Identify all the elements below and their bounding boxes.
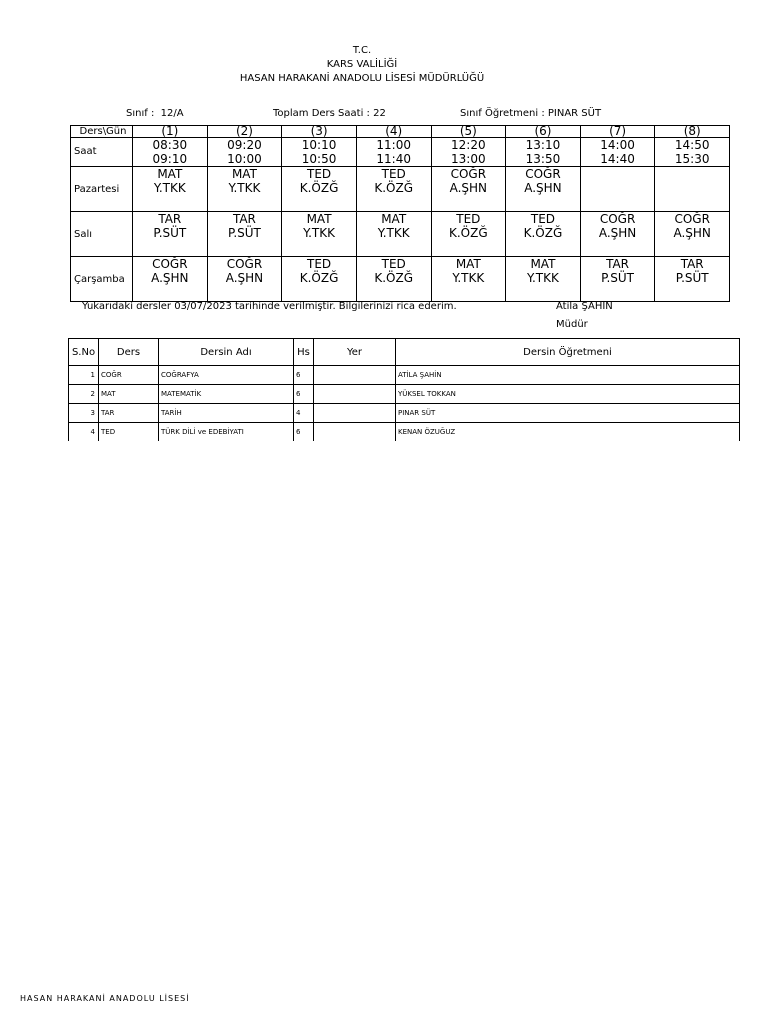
time-cell: [580, 138, 655, 167]
sinif-value: 12/A: [160, 108, 184, 119]
cell-hs: 6: [294, 366, 314, 385]
lesson-cell: [431, 167, 506, 212]
toplam-label: Toplam Ders Saati :: [273, 108, 370, 119]
col-hs: Hs: [294, 339, 314, 366]
bottom-school-name: HASAN HARAKANİ ANADOLU LİSESİ: [20, 994, 190, 1003]
lesson-code: MAT: [306, 212, 332, 226]
table-row: [69, 404, 740, 423]
day-label: Çarşamba: [71, 257, 133, 302]
lesson-teacher: Y.TKK: [153, 181, 186, 195]
cell-adi: MATEMATİK: [159, 385, 294, 404]
period-2: (2): [207, 126, 282, 138]
time-start: 11:00: [376, 138, 411, 152]
time-end: 15:30: [674, 152, 710, 166]
col-sno: S.No: [69, 339, 99, 366]
period-4: (4): [356, 126, 431, 138]
sinif-label: Sınıf :: [126, 108, 155, 119]
toplam-info: [273, 108, 386, 120]
lesson-teacher: A.ŞHN: [598, 226, 637, 240]
lesson-cell: [356, 212, 431, 257]
col-adi: Dersin Adı: [159, 339, 294, 366]
lesson-cell: [431, 212, 506, 257]
cell-adi: COĞRAFYA: [159, 366, 294, 385]
lesson-cell: [655, 257, 730, 302]
lesson-teacher: Y.TKK: [377, 226, 410, 240]
day-row-sali: [71, 212, 730, 257]
lesson-code: MAT: [381, 212, 407, 226]
lesson-cell: [580, 257, 655, 302]
cell-hs: 4: [294, 404, 314, 423]
time-end: 13:00: [451, 152, 486, 166]
time-start: 12:20: [451, 138, 486, 152]
lesson-cell: [580, 212, 655, 257]
day-label: Pazartesi: [71, 167, 133, 212]
cell-sno: 3: [69, 404, 99, 423]
lesson-cell: [133, 212, 208, 257]
lesson-code: TED: [530, 212, 556, 226]
period-1: (1): [133, 126, 208, 138]
time-start: 13:10: [525, 138, 561, 152]
time-cell: [282, 138, 357, 167]
toplam-value: 22: [373, 108, 386, 119]
lesson-teacher: K.ÖZĞ: [299, 271, 339, 285]
ogretmen-info: [460, 108, 601, 120]
lesson-code: TED: [306, 167, 332, 181]
cell-adi: TARİH: [159, 404, 294, 423]
time-cell: [431, 138, 506, 167]
time-cell: [207, 138, 282, 167]
lesson-teacher: P.SÜT: [227, 226, 261, 240]
lesson-cell: [133, 257, 208, 302]
lesson-code: TED: [381, 167, 406, 181]
cell-yer: [314, 366, 396, 385]
lesson-code: COĞR: [152, 257, 188, 271]
cell-ders: COĞR: [99, 366, 159, 385]
time-end: 09:10: [152, 152, 188, 166]
time-end: 11:40: [376, 152, 411, 166]
time-cell: [506, 138, 581, 167]
cell-sno: 1: [69, 366, 99, 385]
lesson-code: MAT: [530, 257, 556, 271]
lesson-teacher: Y.TKK: [303, 226, 335, 240]
lesson-cell: [207, 167, 282, 212]
day-label: Salı: [71, 212, 133, 257]
lesson-teacher: Y.TKK: [452, 271, 485, 285]
lesson-code: TAR: [158, 212, 182, 226]
lesson-teacher: K.ÖZĞ: [299, 181, 339, 195]
period-3: (3): [282, 126, 357, 138]
lesson-cell: [580, 167, 655, 212]
cell-ders: MAT: [99, 385, 159, 404]
lesson-code: COĞR: [226, 257, 263, 271]
lesson-cell: [207, 212, 282, 257]
cell-ogretmen: KENAN ÖZUĞUZ: [396, 423, 740, 442]
lesson-teacher: P.SÜT: [675, 271, 709, 285]
lesson-code: TAR: [680, 257, 704, 271]
saat-row: [71, 138, 730, 167]
lesson-cell: [356, 167, 431, 212]
lesson-cell: [506, 257, 581, 302]
lesson-teacher: K.ÖZĞ: [523, 226, 563, 240]
cell-sno: 4: [69, 423, 99, 442]
lesson-teacher: P.SÜT: [601, 271, 635, 285]
signer-title: Müdür: [556, 319, 588, 330]
saat-label: Saat: [71, 138, 133, 167]
cell-sno: 2: [69, 385, 99, 404]
lesson-cell: [282, 257, 357, 302]
sinif-info: [126, 108, 184, 120]
lesson-code: TAR: [606, 257, 630, 271]
lesson-code: TED: [381, 257, 406, 271]
period-8: (8): [655, 126, 730, 138]
footer-note: Yukarıdaki dersler 03/07/2023 tarihinde verilmiştir. Bilgilerinizi rica ederim.: [82, 301, 457, 312]
lesson-code: MAT: [231, 167, 257, 181]
header-tc: T.C.: [352, 45, 372, 56]
lesson-teacher: A.ŞHN: [225, 271, 264, 285]
lesson-teacher: A.ŞHN: [449, 181, 488, 195]
period-6: (6): [506, 126, 581, 138]
lesson-code: MAT: [157, 167, 183, 181]
timetable: [70, 125, 730, 302]
time-start: 14:00: [600, 138, 635, 152]
lesson-code: TAR: [232, 212, 256, 226]
time-end: 14:40: [600, 152, 635, 166]
cell-hs: 6: [294, 385, 314, 404]
time-start: 08:30: [152, 138, 188, 152]
signer-name: Atila ŞAHIN: [556, 301, 613, 312]
cell-ogretmen: PINAR SÜT: [396, 404, 740, 423]
time-start: 10:10: [301, 138, 337, 152]
time-cell: [133, 138, 208, 167]
cell-ogretmen: YÜKSEL TOKKAN: [396, 385, 740, 404]
lesson-teacher: P.SÜT: [153, 226, 187, 240]
lesson-code: COĞR: [674, 212, 710, 226]
time-cell: [356, 138, 431, 167]
time-cell: [655, 138, 730, 167]
period-5: (5): [431, 126, 506, 138]
lesson-code: COĞR: [525, 167, 561, 181]
cell-yer: [314, 423, 396, 442]
ogretmen-label: Sınıf Öğretmeni :: [460, 108, 545, 119]
lesson-teacher: Y.TKK: [228, 181, 261, 195]
lesson-teacher: K.ÖZĞ: [374, 271, 414, 285]
lesson-teacher: A.ŞHN: [151, 271, 189, 285]
lesson-code: COĞR: [599, 212, 636, 226]
lesson-code: COĞR: [450, 167, 487, 181]
time-end: 10:00: [227, 152, 262, 166]
lesson-teacher: K.ÖZĞ: [448, 226, 488, 240]
lesson-cell: [282, 167, 357, 212]
header-school: HASAN HARAKANİ ANADOLU LİSESİ MÜDÜRLÜĞÜ: [239, 73, 485, 84]
lesson-cell: [207, 257, 282, 302]
lesson-code: TED: [306, 257, 332, 271]
table-row: [69, 385, 740, 404]
period-7: (7): [580, 126, 655, 138]
lesson-cell: [506, 212, 581, 257]
lesson-teacher: A.ŞHN: [673, 226, 711, 240]
lesson-code: MAT: [455, 257, 481, 271]
header-valilik: KARS VALİLİĞİ: [326, 59, 398, 70]
cell-ogretmen: ATİLA ŞAHİN: [396, 366, 740, 385]
cell-yer: [314, 385, 396, 404]
lesson-cell: [282, 212, 357, 257]
lesson-cell: [655, 167, 730, 212]
lesson-cell: [356, 257, 431, 302]
ogretmen-value: PINAR SÜT: [547, 108, 602, 119]
cell-hs: 6: [294, 423, 314, 442]
day-row-pazartesi: [71, 167, 730, 212]
lesson-cell: [655, 212, 730, 257]
cell-ders: TED: [99, 423, 159, 442]
lesson-cell: [431, 257, 506, 302]
lesson-cell: [133, 167, 208, 212]
cell-yer: [314, 404, 396, 423]
cell-adi: TÜRK DİLİ ve EDEBİYATI: [159, 423, 294, 442]
lesson-code: TED: [456, 212, 481, 226]
period-row: [71, 126, 730, 138]
course-table: [68, 338, 740, 441]
col-ogretmen: Dersin Öğretmeni: [396, 339, 740, 366]
lesson-teacher: K.ÖZĞ: [374, 181, 414, 195]
cell-ders: TAR: [99, 404, 159, 423]
lesson-teacher: A.ŞHN: [524, 181, 562, 195]
time-end: 13:50: [525, 152, 561, 166]
lesson-teacher: Y.TKK: [527, 271, 559, 285]
lesson-cell: [506, 167, 581, 212]
col-ders: Ders: [99, 339, 159, 366]
time-end: 10:50: [301, 152, 337, 166]
day-row-carsamba: [71, 257, 730, 302]
col-yer: Yer: [314, 339, 396, 366]
corner-cell: Ders\Gün: [71, 126, 133, 138]
course-table-header: [69, 339, 740, 366]
time-start: 14:50: [674, 138, 710, 152]
table-row: [69, 423, 740, 442]
table-row: [69, 366, 740, 385]
time-start: 09:20: [227, 138, 262, 152]
